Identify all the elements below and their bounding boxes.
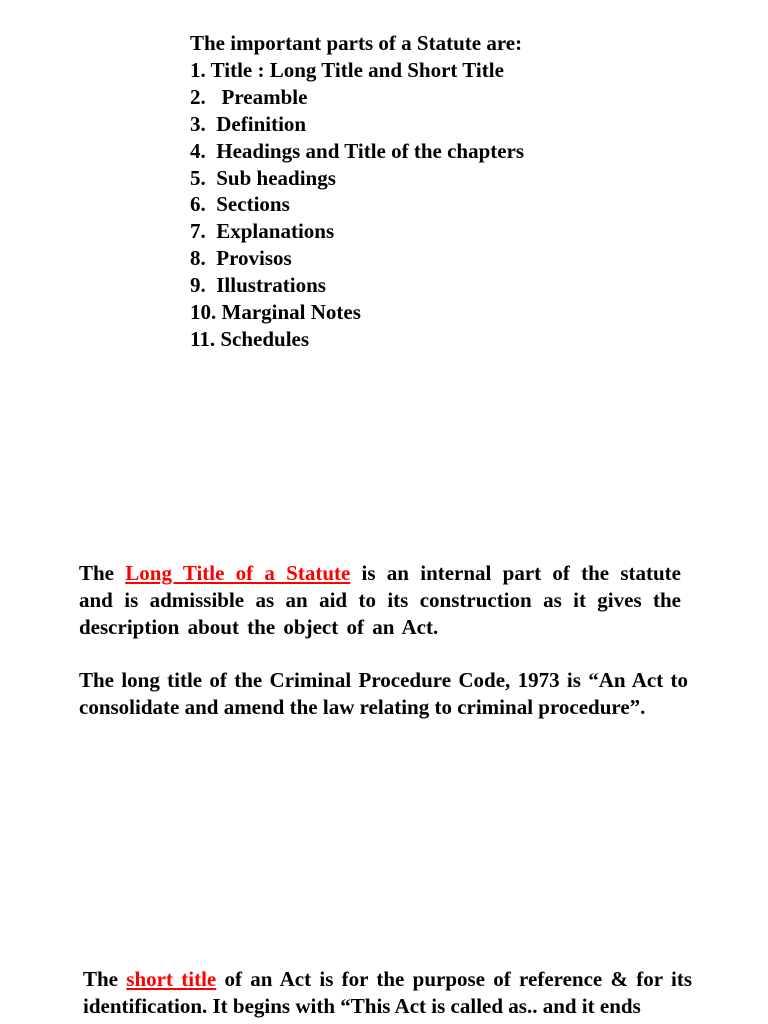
paragraph-lead: The [83, 967, 127, 991]
paragraph-lead: The [79, 561, 126, 585]
statute-parts-list [190, 30, 524, 353]
list-item: 2. Preamble [190, 84, 308, 109]
list-item: 3. Definition [190, 111, 307, 136]
paragraph-body: is an internal part of the statute and is admissible as an aid to its construction as it gives the description about the object of an Act. [79, 561, 681, 639]
short-title-paragraph [83, 966, 692, 1020]
list-item: 6. Sections [190, 192, 290, 217]
list-item: 10. Marginal Notes [190, 300, 361, 325]
list-heading: The important parts of a Statute are: [190, 31, 523, 55]
paragraph-body: of an Act is for the purpose of reference & for its identification. It begins with “This Act is called as.. and it ends [83, 967, 692, 1018]
list-item: 5. Sub headings [190, 165, 336, 190]
list-item: 7. Explanations [190, 219, 335, 244]
list-item: 4. Headings and Title of the chapters [190, 138, 525, 163]
list-item: 1. Title : Long Title and Short Title [190, 57, 504, 82]
short-title-link[interactable]: short title [126, 967, 217, 991]
list-item: 8. Provisos [190, 246, 292, 271]
list-item: 9. Illustrations [190, 273, 326, 298]
long-title-link[interactable]: Long Title of a Statute [125, 561, 351, 585]
long-title-paragraph [79, 560, 681, 641]
list-item: 11. Schedules [190, 326, 310, 351]
crpc-paragraph: The long title of the Criminal Procedure Code, 1973 is “An Act to consolidate and amend the law relating to criminal procedure”. [79, 668, 688, 719]
